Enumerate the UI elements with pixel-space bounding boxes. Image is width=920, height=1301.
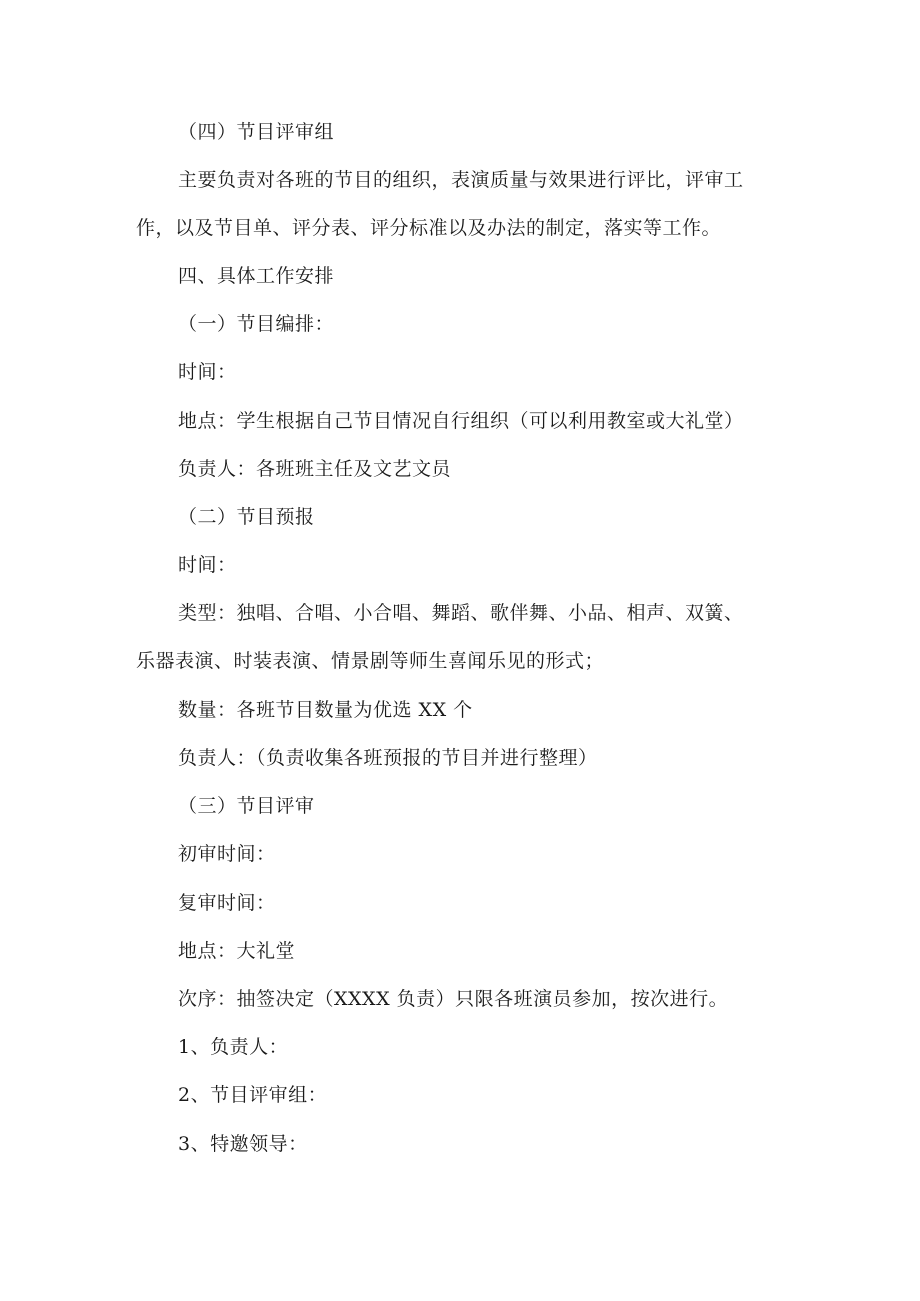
time-line — [138, 348, 778, 396]
program-type-description — [138, 589, 778, 685]
subsection-heading-program-forecast — [138, 493, 778, 541]
paragraph-line: 类型：独唱、合唱、小合唱、舞蹈、歌伴舞、小品、相声、双簧、 — [178, 602, 744, 624]
paragraph-text: 四、具体工作安排 — [178, 265, 335, 287]
section-heading-review-group — [138, 108, 778, 156]
paragraph-text: 地点：学生根据自己节目情况自行组织（可以利用教室或大礼堂） — [178, 410, 744, 432]
paragraph-line: 主要负责对各班的节目的组织，表演质量与效果进行评比，评审工 — [178, 169, 744, 191]
order-line — [138, 975, 778, 1023]
paragraph-text: （一）节目编排： — [178, 313, 335, 335]
paragraph-line: 乐器表演、时装表演、情景剧等师生喜闻乐见的形式； — [136, 650, 605, 672]
paragraph-text: （三）节目评审 — [178, 795, 315, 817]
second-review-time-line — [138, 879, 778, 927]
paragraph-text: 1、负责人： — [178, 1036, 289, 1058]
paragraph-text: 时间： — [178, 554, 237, 576]
first-review-time-line — [138, 830, 778, 878]
location-line — [138, 927, 778, 975]
paragraph-text: 2、节目评审组： — [178, 1084, 328, 1106]
numbered-item-responsible — [138, 1023, 778, 1071]
numbered-item-review-group — [138, 1071, 778, 1119]
paragraph-text: 地点：大礼堂 — [178, 940, 296, 962]
paragraph-line: 作，以及节目单、评分表、评分标准以及办法的制定，落实等工作。 — [136, 217, 722, 239]
paragraph-text: 数量：各班节目数量为优选 XX 个 — [178, 699, 473, 721]
section-heading-work-arrangement — [138, 252, 778, 300]
time-line — [138, 541, 778, 589]
paragraph-text: 次序：抽签决定（XXXX 负责）只限各班演员参加，按次进行。 — [178, 988, 729, 1010]
paragraph-text: 负责人：（负责收集各班预报的节目并进行整理） — [178, 747, 598, 769]
subsection-heading-program-arrangement — [138, 300, 778, 348]
subsection-heading-program-review — [138, 782, 778, 830]
paragraph-text: 时间： — [178, 361, 237, 383]
paragraph-text: 复审时间： — [178, 892, 276, 914]
review-group-description — [138, 156, 778, 252]
responsible-person-line — [138, 734, 778, 782]
location-line — [138, 397, 778, 445]
quantity-line — [138, 686, 778, 734]
responsible-person-line — [138, 445, 778, 493]
paragraph-text: （四）节目评审组 — [178, 121, 335, 143]
numbered-item-invited-leaders — [138, 1120, 778, 1168]
paragraph-text: 初审时间： — [178, 843, 276, 865]
paragraph-text: 3、特邀领导： — [178, 1133, 308, 1155]
paragraph-text: 负责人：各班班主任及文艺文员 — [178, 458, 452, 480]
paragraph-text: （二）节目预报 — [178, 506, 315, 528]
